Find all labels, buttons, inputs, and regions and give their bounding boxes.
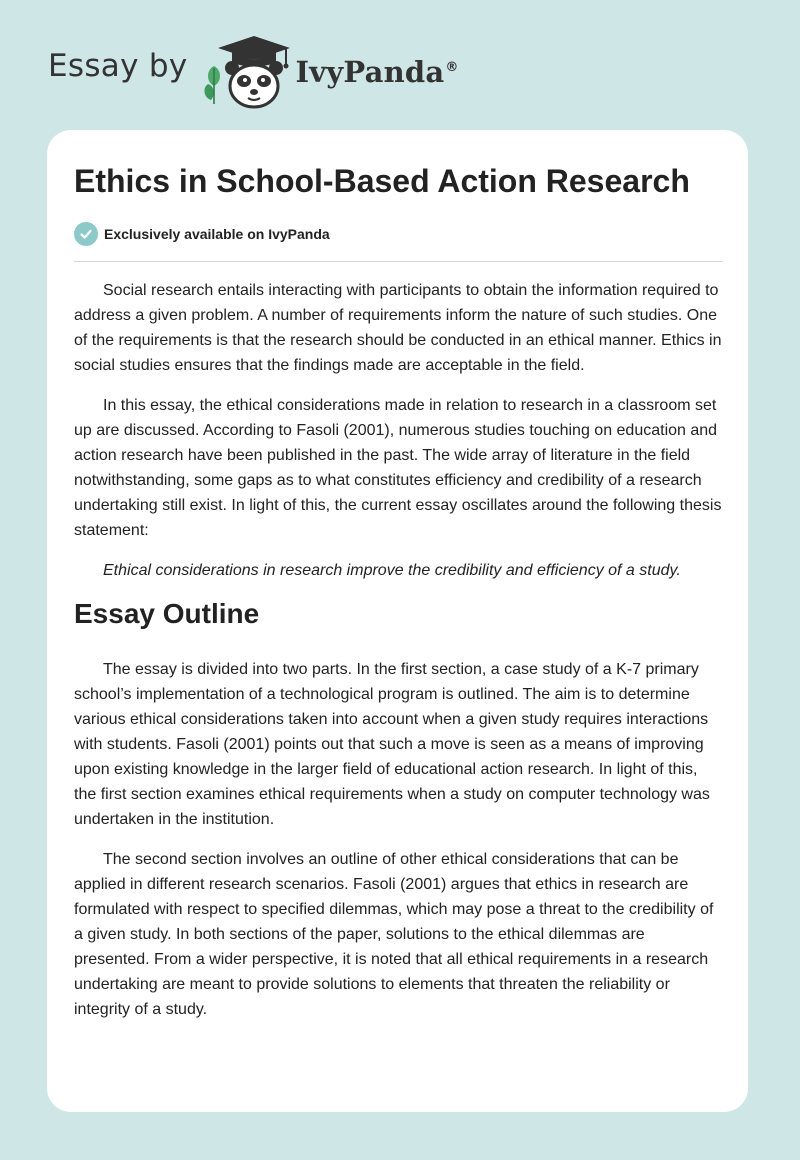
check-icon [74,222,98,246]
thesis-statement: Ethical considerations in research improve the credibility and efficiency of a study. [103,562,681,579]
ivy-leaf-icon [204,66,220,104]
site-header [48,30,459,110]
divider [74,261,723,262]
essay-card [47,130,748,1112]
exclusive-label: Exclusively available on IvyPanda [104,226,330,242]
paragraph: The second section involves an outline of other ethical considerations that can be applied in different research scenarios. Fasoli (2001) argues that ethics in research are formulated with respect to specified dilemmas, which may pose a threat to the credibility of a given study. In both sections of the paper, solutions to the ethical dilemmas are presented. From a wider perspective, it is noted that all ethical requirements in a research undertaking are meant to provide solutions to elements that threaten the reliability or integrity of a study. [74,851,714,1018]
panda-graduate-icon[interactable] [202,30,294,110]
paragraph: Social research entails interacting with participants to obtain the information required to address a given problem. A number of requirements inform the nature of such studies. One of the requirements is that the research should be conducted in an ethical manner. Ethics in social studies ensures that the findings made are acceptable in the field. [74,282,722,374]
page-title: Ethics in School-Based Action Research [74,163,690,199]
section-heading: Essay Outline [74,598,260,629]
paragraph: The essay is divided into two parts. In the first section, a case study of a K-7 primary school’s implementation of a technological program is outlined. The aim is to determine various ethical considerations taken into account when a given study requires interactions with students. Fasoli (2001) points out that such a move is seen as a means of improving upon existing knowledge in the larger field of educational action research. In light of this, the first section examines ethical requirements when a study on computer technology was undertaken in the institution. [74,661,710,828]
essay-by-label: Essay by [48,48,188,84]
brand-name[interactable]: IvyPanda® [295,55,459,89]
registered-mark: ® [445,60,459,76]
essay-body [74,278,723,1037]
paragraph: In this essay, the ethical considerations made in relation to research in a classroom set up are discussed. According to Fasoli (2001), numerous studies touching on education and action research have been published in the past. The wide array of literature in the field notwithstanding, some gaps as to what constitutes efficiency and credibility of a research undertaking still exist. In light of this, the current essay oscillates around the following thesis statement: [74,397,722,539]
exclusive-badge [74,222,330,246]
